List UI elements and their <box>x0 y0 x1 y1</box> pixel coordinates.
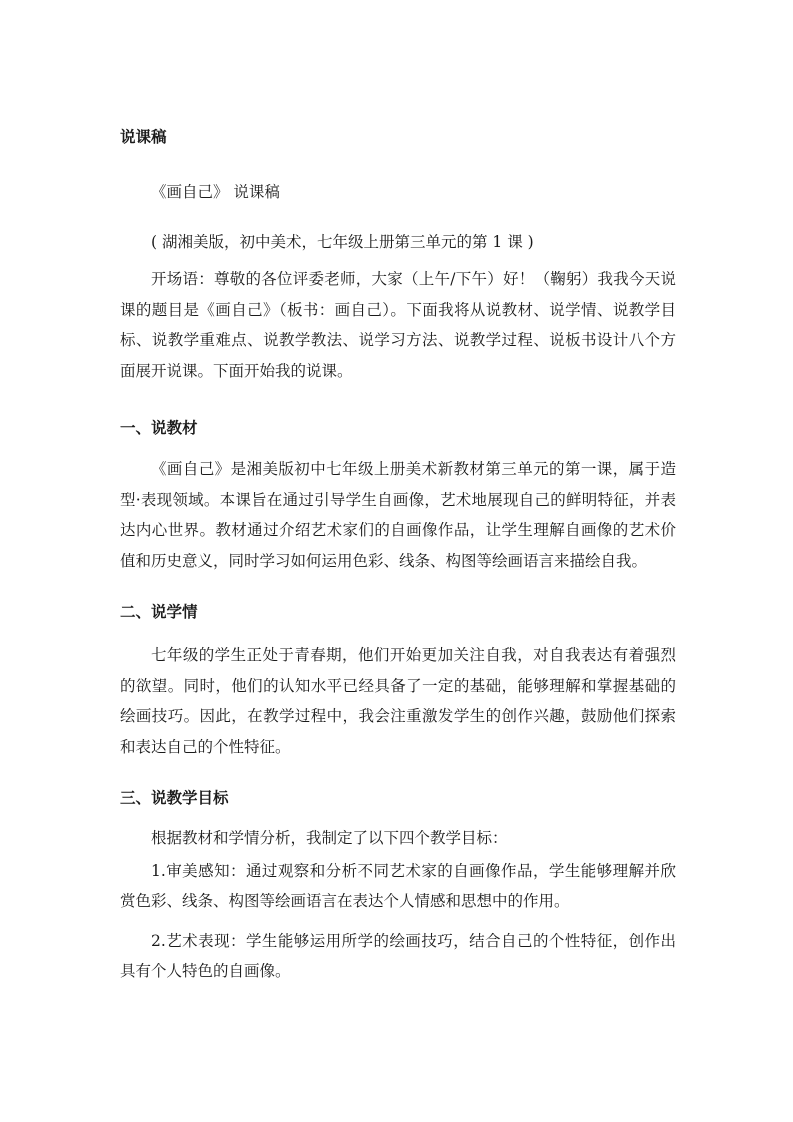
document-title: 说课稿 <box>120 128 167 146</box>
objective-item: 1.审美感知：通过观察和分析不同艺术家的自画像作品，学生能够理解并欣赏色彩、线条、构图等绘画语言在表达个人情感和思想中的作用。 <box>120 862 676 910</box>
section-body-textbook: 《画自己》是湘美版初中七年级上册美术新教材第三单元的第一课，属于造型·表现领域。本课旨在通过引导学生自画像，艺术地展现自己的鲜明特征，并表达内心世界。教材通过介绍艺术家们的自画像作品，让学生理解自画像的艺术价值和历史意义，同时学习如何运用色彩、线条、构图等绘画语言来描绘自我。 <box>120 460 676 570</box>
objectives-intro: 根据教材和学情分析，我制定了以下四个教学目标： <box>151 829 508 847</box>
lesson-title: 《画自己》 说课稿 <box>151 183 280 201</box>
section-heading-students: 二、说学情 <box>120 603 198 621</box>
section-heading-textbook: 一、说教材 <box>120 419 198 437</box>
objective-item: 2.艺术表现：学生能够运用所学的绘画技巧，结合自己的个性特征，创作出具有个人特色的自画像。 <box>120 932 676 980</box>
opening-paragraph: 开场语：尊敬的各位评委老师，大家（上午/下午）好！（鞠躬）我我今天说课的题目是《画自己》（板书：画自己）。下面我将从说教材、说学情、说教学目标、说教学重难点、说教学教法、说学习方法、说教学过程、说板书设计八个方面展开说课。下面开始我的说课。 <box>120 270 676 380</box>
section-heading-objectives: 三、说教学目标 <box>120 789 229 807</box>
edition-note: ( 湖湘美版，初中美术，七年级上册第三单元的第 1 课 ) <box>151 233 534 251</box>
section-body-students: 七年级的学生正处于青春期，他们开始更加关注自我，对自我表达有着强烈的欲望。同时，他们的认知水平已经具备了一定的基础，能够理解和掌握基础的绘画技巧。因此，在教学过程中，我会注重激发学生的创作兴趣，鼓励他们探索和表达自己的个性特征。 <box>120 646 676 756</box>
